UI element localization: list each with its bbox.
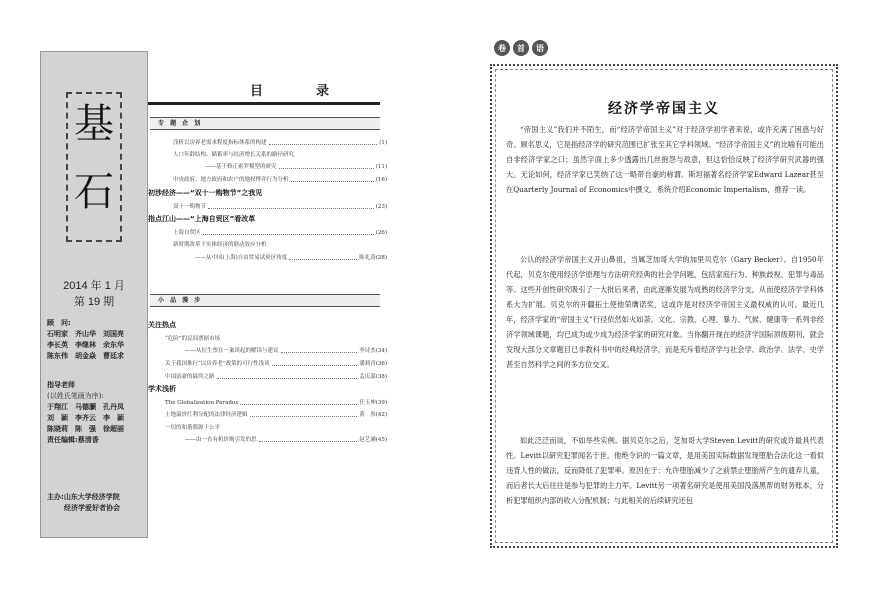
toc-entry[interactable]: [165, 399, 387, 407]
toc-entry-subtitle: ——由一直有机价购引发的思: [185, 437, 257, 443]
advisors-block: [47, 318, 124, 362]
toc-leader: [291, 176, 374, 182]
advisors-row: 李长英 李继林 余东华: [47, 341, 124, 349]
toc-category: 指点江山——“上海自贸区”看改革: [148, 215, 256, 223]
toc-leader: [272, 360, 358, 366]
toc-entry-title[interactable]: 人口年龄结构、储蓄率与经济增长关系的路径研究: [173, 152, 295, 158]
toc-leader: [289, 254, 357, 260]
magazine-title-char-2: 石: [74, 169, 114, 215]
toc-entry[interactable]: [185, 347, 387, 355]
toc-entry-page: 李诗杰(34): [359, 348, 387, 354]
toc-entry-page: (1): [379, 140, 387, 146]
responsible-editor: 责任编辑:蔡清香: [47, 436, 99, 444]
toc-entry[interactable]: [173, 229, 387, 237]
toc-entry[interactable]: [173, 139, 387, 147]
essay-paragraph-1: “帝国主义”我们并不陌生，而“经济学帝国主义”对于经济学初学者来说，或许充满了困惑与好奇。顾名思义，它是指经济学的研究范围已扩张至其它学科领域。“经济学帝国主义”的比喻有可能出自非经济学家之口；虽然字面上多少透露出几丝抱怨与敌意，但这恰恰反映了经济学研究武器的强大。无论如何，经济学家已笑纳了这一略带自豪的称谓。斯坦福著名经济学家Edward Lazear甚至在Quarterly Journal of Economics中撰文，系统介绍Economic Imperialism，推荐一读。: [506, 125, 824, 194]
advisors-row: 陈东伟 胡金焱 曹廷求: [47, 352, 124, 360]
toc-entry[interactable]: [165, 411, 387, 419]
sponsor-line-1: [47, 492, 120, 503]
toc-entry-page: 潘莉青(36): [359, 361, 387, 367]
toc-leader: [269, 139, 378, 145]
toc-leader: [279, 163, 374, 169]
teachers-note: (以姓氏笔画为序):: [47, 392, 104, 400]
toc-entry-page: (26): [375, 230, 387, 236]
toc-category: 初涉经济——“双十一购物节”之我见: [148, 189, 263, 197]
toc-entry[interactable]: [185, 436, 387, 444]
magazine-sidebar: [40, 51, 148, 538]
sponsor-name: 山东大学经济学院: [63, 493, 120, 501]
toc-entry-page: (11): [375, 164, 387, 170]
toc-leader: [217, 373, 358, 379]
preface-badge: 首: [513, 40, 529, 56]
toc-entry-page: 赵艺涵(45): [359, 437, 387, 443]
sponsors-block: [47, 492, 120, 514]
toc-entry-page: (16): [375, 177, 387, 183]
toc-entry[interactable]: [205, 163, 387, 171]
toc-entry-title: 上海自贸区: [173, 230, 201, 236]
essay-paragraph-2: 公认的经济学帝国主义开山鼻祖，当属芝加哥大学的加里贝克尔（Gary Becker）。自1950年代起，贝克尔使用经济学原理与方法研究经典的社会学问题，包括家庭行为、种族歧视、犯罪与毒品等。这些开创性研究吸引了一大批后来者，由此逐渐发展为成熟的经济学分支，从而使经济学学科体系大为扩展。贝克尔的开疆拓土使他荣膺诺奖，这或许是对经济学帝国主义最权威的认可。最近几年，经济学家的“帝国主义”行径依然如火如荼。文化、宗教、心理、暴力、气候、健康等一系列非经济学领域课题，均已成为或少成为经济学家的研究对象。当你翻开现在的经济学国际顶级期刊，就会发现大部分文章题目已非教科书中的经典经济学，而是充斥着经济学与社会学、政治学、法学、史学甚至自然科学之间的多方位交叉。: [506, 255, 824, 369]
toc-leader: [259, 436, 358, 442]
toc-entry-title: 土地溢价红利分配的法律经济逻辑: [165, 412, 248, 418]
toc-entry-title[interactable]: 新时期改革下实体经济的联动效应分析: [173, 242, 267, 248]
toc-leader: [203, 229, 374, 235]
toc-entry-subtitle: ——基于修正索罗模型的研究: [205, 164, 277, 170]
toc-entry[interactable]: [165, 373, 387, 381]
toc-entry-title: 双十一购物节: [173, 204, 207, 210]
preface-badge: 语: [532, 40, 548, 56]
teachers-row: 陈晓莉 陈 强 徐超丽: [47, 425, 124, 433]
toc-entry[interactable]: [165, 360, 387, 368]
toc-entry-page: 陈礼涛(28): [359, 255, 387, 261]
toc-section-label: 专 题 企 划: [158, 120, 203, 127]
toc-entry[interactable]: [173, 176, 387, 184]
toc-divider: [148, 102, 380, 105]
toc-leader: [208, 203, 374, 209]
toc-entry-title[interactable]: 一切的和谐都源于公平: [165, 425, 221, 431]
advisors-heading: 顾 问:: [47, 319, 71, 327]
sponsor-label: 主办:: [47, 493, 64, 501]
toc-entry-title[interactable]: “危险”的民间票据市场: [165, 336, 221, 342]
toc-section-bar-2: [150, 294, 380, 307]
teachers-heading: 指导老师: [47, 381, 75, 389]
essay-title: 经济学帝国主义: [608, 101, 720, 117]
magazine-title: [66, 92, 122, 242]
toc-entry-title: The Globalization Paradox: [165, 400, 239, 406]
toc-category: 学术浅析: [148, 385, 176, 393]
toc-entry-page: 任玉坤(39): [359, 400, 387, 406]
issue-number: 第 19 期: [73, 296, 115, 308]
sponsor-line-2: 经济学爱好者协会: [64, 504, 120, 512]
teachers-row: 刘 颖 李齐云 李 颖: [47, 414, 124, 422]
toc-entry-title: 浅析以房养老需求程度指标体系的构建: [173, 140, 267, 146]
toc-leader: [281, 347, 358, 353]
toc-section-label: 小 品 漫 步: [158, 297, 203, 304]
toc-entry-page: 黄 彤(42): [359, 412, 387, 418]
preface-header: [494, 40, 548, 56]
toc-entry-subtitle: ——从中国(上海)自由贸易试验区角度: [195, 255, 288, 261]
essay-frame: [490, 64, 838, 548]
toc-entry[interactable]: [173, 203, 387, 211]
toc-category: 关注热点: [148, 321, 176, 329]
teachers-row: 于翔江 马德灏 孔丹凤: [47, 403, 124, 411]
toc-leader: [250, 411, 358, 417]
essay-paragraph-3: 如此泛泛而谈，不如举些实例。据贝克尔之后，芝加哥大学Steven Levitt的研究或许最具代表性。Levitt以研究犯罪闻名于世。他绝令识的一篇文章，是用美国实际数据发现堕胎合法化这一看似违背人性的做法，反而降低了犯罪率。原因在于：允许堕胎减少了之前禁止堕胎所产生的遗弃儿童，而后者长大后往往是参与犯罪的主力军。Levitt另一项著名研究是使用美国没落黑帮的财务账本，分析犯罪组织内部的收入分配机制；与此相关的后续研究还包: [506, 436, 824, 505]
issue-date: 2014 年 1 月: [63, 280, 125, 292]
toc-entry-title: 中央政府、地方政府和农户的地权博弈行为分析: [173, 177, 289, 183]
teachers-block: [47, 380, 124, 446]
toc-entry-page: (23): [375, 204, 387, 210]
toc-section-bar-1: [150, 117, 380, 130]
toc-entry-subtitle: ——从衍生票在一案谈起的解读与建议: [185, 348, 279, 354]
advisors-row: 石明家 齐山华 刘国亮: [47, 330, 124, 338]
toc-entry[interactable]: [195, 254, 387, 262]
toc-entry-page: 孟庆嘉(38): [359, 374, 387, 380]
toc-title: 目 录: [250, 84, 350, 99]
toc-entry-title: 关于我国推行“以房养老”政策的可行性浅谈: [165, 361, 270, 367]
toc-entry-title: 中国富豪的最终之路: [165, 374, 215, 380]
toc-leader: [240, 399, 357, 405]
preface-badge: 卷: [494, 40, 510, 56]
magazine-title-char-1: 基: [74, 101, 114, 147]
